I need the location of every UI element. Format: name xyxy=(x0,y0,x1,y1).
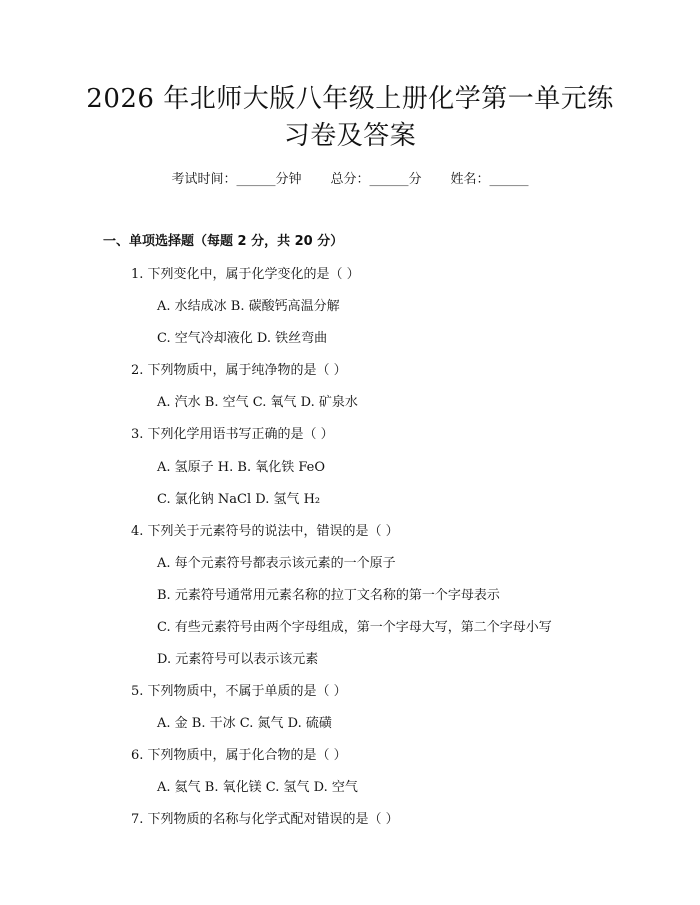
exam-title-line1: 2026 年北师大版八年级上册化学第一单元练 xyxy=(86,84,614,114)
question-5: 5. 下列物质中，不属于单质的是（ ） xyxy=(131,684,347,699)
question-5-options: A. 金 B. 干冰 C. 氮气 D. 硫磺 xyxy=(157,716,332,731)
question-7: 7. 下列物质的名称与化学式配对错误的是（ ） xyxy=(131,812,399,827)
question-2: 2. 下列物质中，属于纯净物的是（ ） xyxy=(131,363,347,378)
question-1: 1. 下列变化中，属于化学变化的是（ ） xyxy=(131,267,360,282)
question-4-option-b: B. 元素符号通常用元素名称的拉丁文名称的第一个字母表示 xyxy=(157,588,500,603)
question-4-option-d: D. 元素符号可以表示该元素 xyxy=(157,652,319,667)
question-1-options-row-2: C. 空气冷却液化 D. 铁丝弯曲 xyxy=(157,331,328,346)
question-2-options: A. 汽水 B. 空气 C. 氧气 D. 矿泉水 xyxy=(157,395,358,410)
exam-time-field: 考试时间：______分钟 xyxy=(171,172,302,187)
section-heading: 一、单项选择题（每题 2 分，共 20 分） xyxy=(103,234,344,249)
question-6-options: A. 氦气 B. 氧化镁 C. 氢气 D. 空气 xyxy=(157,780,358,795)
exam-title-line2: 习卷及答案 xyxy=(283,121,417,151)
question-3-options-row-2: C. 氯化钠 NaCl D. 氢气 H₂ xyxy=(157,492,321,507)
question-6: 6. 下列物质中，属于化合物的是（ ） xyxy=(131,748,347,763)
student-name-field: 姓名：______ xyxy=(450,172,529,187)
exam-meta-row xyxy=(0,168,700,187)
question-4: 4. 下列关于元素符号的说法中，错误的是（ ） xyxy=(131,524,399,539)
question-4-option-a: A. 每个元素符号都表示该元素的一个原子 xyxy=(157,556,396,571)
question-1-options-row-1: A. 水结成冰 B. 碳酸钙高温分解 xyxy=(157,299,340,314)
question-4-option-c: C. 有些元素符号由两个字母组成，第一个字母大写，第二个字母小写 xyxy=(157,620,552,635)
question-3-options-row-1: A. 氢原子 H. B. 氧化铁 FeO xyxy=(157,460,325,475)
question-3: 3. 下列化学用语书写正确的是（ ） xyxy=(131,427,334,442)
total-score-field: 总分：______分 xyxy=(330,172,422,187)
